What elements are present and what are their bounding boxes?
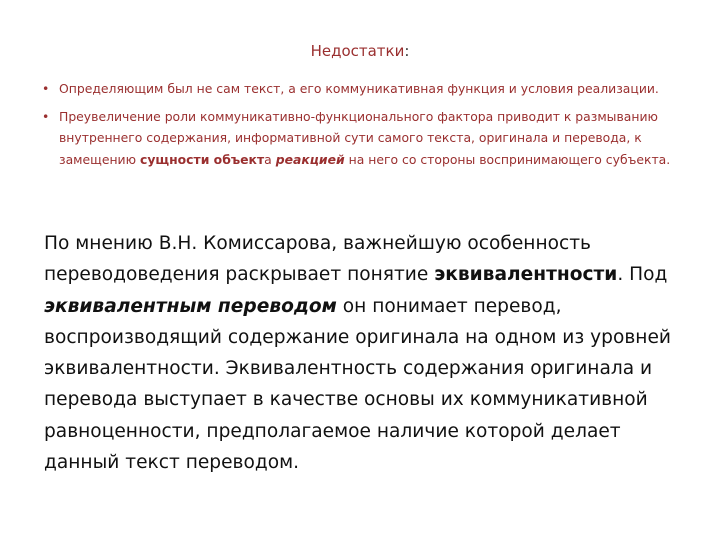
main-paragraph <box>44 228 694 478</box>
bullet-emphasis-term: реакцией <box>275 151 345 167</box>
paragraph-text: По мнению В.Н. Комиссарова, важнейшую особенность переводоведения раскрывает понятие <box>44 233 591 286</box>
bullet-text: а <box>264 151 276 167</box>
paragraph-text: он понимает перевод, воспроизводящий содержание оригинала на одном из уровней эквивалентности. Эквивалентность содержания оригинала и перевода выступает в качестве основы их коммуникативной равноценности, предполагаемое наличие которой делает данный текст переводом. <box>44 295 671 474</box>
bullet-marker: • <box>42 108 50 124</box>
slide-title <box>0 42 720 60</box>
paragraph-text: . Под <box>617 264 668 286</box>
paragraph-emphasis-term: эквивалентным переводом <box>44 295 337 317</box>
bullet-text: на него со стороны воспринимающего субъекта. <box>344 151 671 167</box>
bullet-text: Преувеличение роли коммуникативно-функционального фактора приводит к размыванию внутреннего содержания, информативной сути самого текста, оригинала и перевода, к замещению <box>59 108 658 167</box>
bullet-text: Определяющим был не сам текст, а его коммуникативная функция и условия реализации. <box>59 81 659 96</box>
paragraph-bold-term: эквивалентности <box>434 264 618 286</box>
bullet-bold-term: сущности объект <box>139 151 265 167</box>
bullet-item <box>42 106 682 171</box>
bullet-list <box>42 78 682 176</box>
slide-title-colon: : <box>404 42 410 60</box>
slide-title-text: Недостатки <box>310 42 405 60</box>
bullet-item <box>42 78 682 100</box>
bullet-marker: • <box>42 81 50 96</box>
